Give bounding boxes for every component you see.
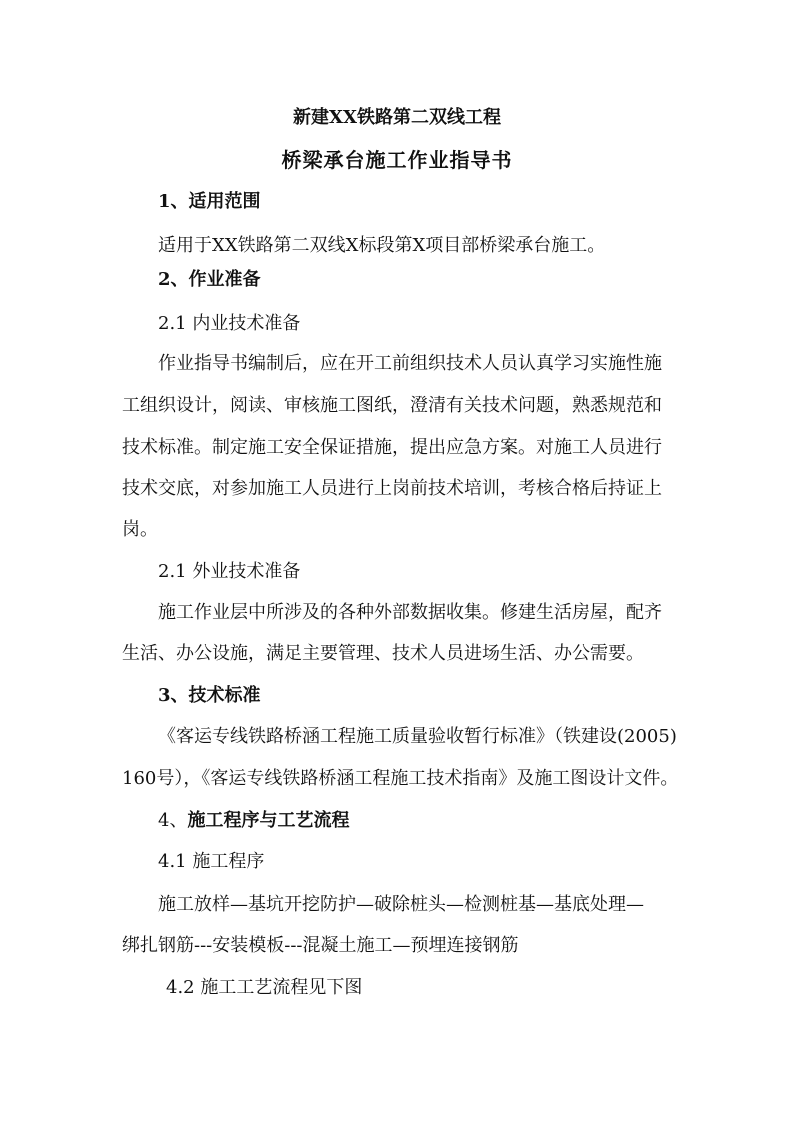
section-3-heading: 3、技术标准 <box>158 685 261 706</box>
section-2-2-heading: 2.1 外业技术准备 <box>158 561 301 582</box>
section-4-2-heading: 4.2 施工工艺流程见下图 <box>166 977 363 998</box>
section-4-heading <box>158 809 349 833</box>
section-1-text: 适用于XX铁路第二双线X标段第X项目部桥梁承台施工。 <box>158 235 606 256</box>
section-4-1-heading: 4.1 施工程序 <box>158 851 265 872</box>
section-2-1-line: 岗。 <box>122 519 158 540</box>
section-2-1-line: 技术交底，对参加施工人员进行上岗前技术培训，考核合格后持证上 <box>122 478 662 499</box>
section-2-2-line: 生活、办公设施，满足主要管理、技术人员进场生活、办公需要。 <box>122 643 644 664</box>
section-3-line: 《客运专线铁路桥涵工程施工质量验收暂行标准》（铁建设(2005) <box>158 726 677 747</box>
section-2-1-heading: 2.1 内业技术准备 <box>158 313 301 334</box>
section-4-heading-text: 施工程序与工艺流程 <box>187 810 350 831</box>
section-2-2-line: 施工作业层中所涉及的各种外部数据收集。修建生活房屋，配齐 <box>158 602 662 623</box>
section-4-1-line: 施工放样—基坑开挖防护—破除桩头—检测桩基—基底处理— <box>158 894 644 915</box>
section-1-heading: 1、适用范围 <box>158 191 261 212</box>
section-2-1-line: 作业指导书编制后，应在开工前组织技术人员认真学习实施性施 <box>158 353 662 374</box>
section-3-line: 160号），《客运专线铁路桥涵工程施工技术指南》及施工图设计文件。 <box>122 768 679 789</box>
section-2-1-line: 技术标准。制定施工安全保证措施，提出应急方案。对施工人员进行 <box>122 437 662 458</box>
section-4-heading-number: 4、 <box>158 810 188 831</box>
section-2-1-line: 工组织设计，阅读、审核施工图纸，澄清有关技术问题，熟悉规范和 <box>122 395 662 416</box>
doc-title-main: 桥梁承台施工作业指导书 <box>281 148 513 172</box>
doc-title-project: 新建XX铁路第二双线工程 <box>293 107 501 128</box>
section-2-heading: 2、作业准备 <box>158 269 261 290</box>
section-4-1-line: 绑扎钢筋---安装模板---混凝土施工—预埋连接钢筋 <box>122 935 519 956</box>
